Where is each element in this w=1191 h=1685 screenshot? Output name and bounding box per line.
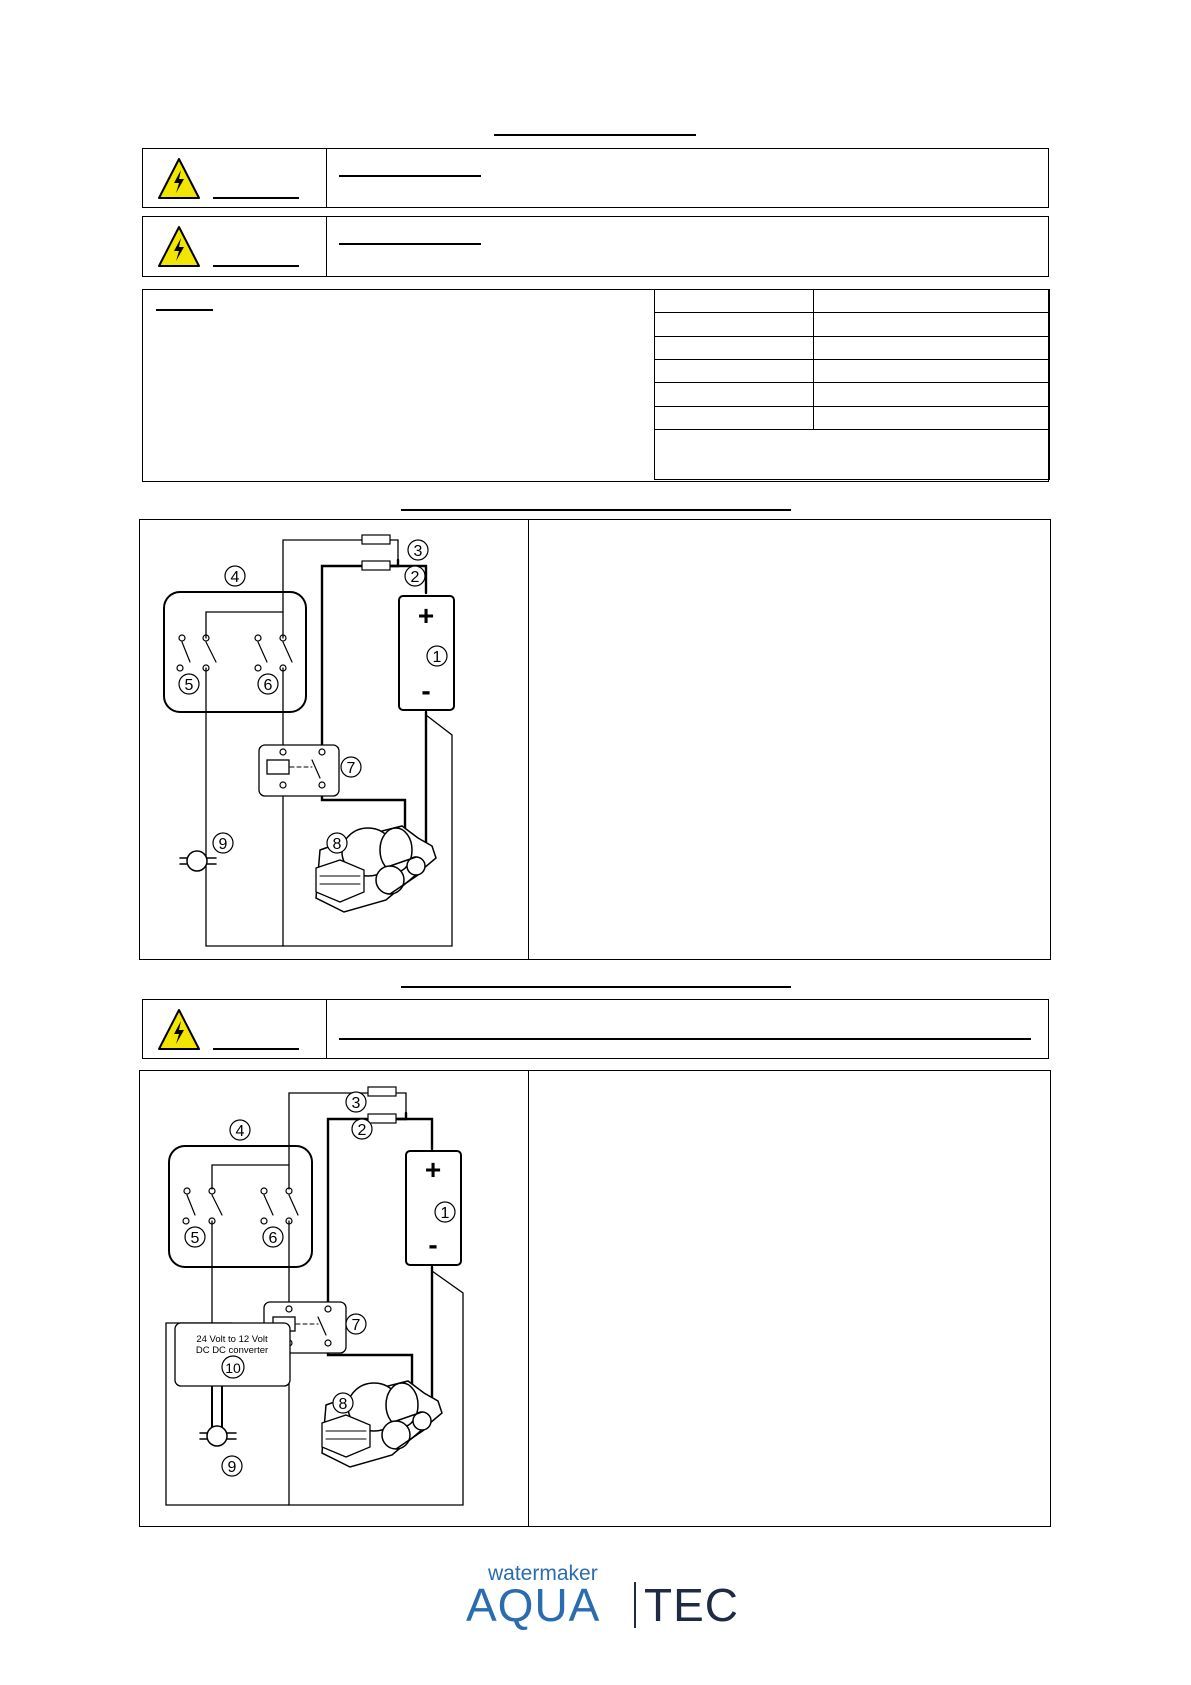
table-row <box>655 290 1050 313</box>
label-7: 7 <box>346 760 356 777</box>
label-10: 10 <box>225 1360 241 1376</box>
notes-and-specs-box <box>142 289 1049 482</box>
warning-divider <box>326 149 327 207</box>
label-1: 1 <box>432 649 442 666</box>
label-9: 9 <box>218 836 228 853</box>
table-row <box>655 406 1050 429</box>
table-row <box>655 383 1050 406</box>
warning-heading-underline <box>339 243 481 245</box>
label-2: 2 <box>357 1122 367 1139</box>
section-24v-heading-underline <box>401 986 791 988</box>
label-4: 4 <box>235 1123 245 1140</box>
page-title-underline <box>494 134 696 136</box>
diagram-divider <box>528 520 529 959</box>
table-row <box>655 313 1050 336</box>
label-9: 9 <box>227 1459 237 1476</box>
label-1: 1 <box>440 1205 450 1222</box>
label-2: 2 <box>410 569 420 586</box>
battery-minus: - <box>421 675 431 706</box>
diagram-divider <box>528 1071 529 1526</box>
converter-text-line1: 24 Volt to 12 Volt <box>196 1334 268 1345</box>
warning-divider <box>326 217 327 276</box>
converter-text-line2: DC DC converter <box>195 1345 269 1356</box>
warning-label-underline <box>213 1048 299 1050</box>
warning-heading-underline <box>339 175 481 177</box>
label-3: 3 <box>413 543 423 560</box>
label-5: 5 <box>184 677 194 694</box>
label-7: 7 <box>351 1317 361 1334</box>
wiring-diagram-12v-box <box>139 519 1051 960</box>
warning-box-2 <box>142 216 1049 277</box>
wiring-diagram-24v <box>140 1071 528 1526</box>
table-row <box>655 336 1050 359</box>
warning-label-underline <box>213 197 299 199</box>
aquatec-logo <box>466 1560 746 1630</box>
label-8: 8 <box>332 836 342 853</box>
wiring-diagram-12v <box>140 520 528 959</box>
section-12v-heading-underline <box>401 509 791 511</box>
logo-watermaker-text: watermaker <box>488 1562 598 1585</box>
label-5: 5 <box>190 1230 200 1247</box>
table-row <box>655 430 1050 480</box>
warning-label-underline <box>213 265 299 267</box>
high-voltage-warning-icon <box>157 225 201 269</box>
label-6: 6 <box>263 677 273 694</box>
warning-box-3 <box>142 999 1049 1059</box>
logo-divider <box>634 1582 636 1628</box>
high-voltage-warning-icon <box>157 157 201 201</box>
label-8: 8 <box>338 1396 348 1413</box>
spec-table <box>654 289 1050 480</box>
label-4: 4 <box>230 569 240 586</box>
wiring-diagram-24v-box <box>139 1070 1051 1527</box>
battery-minus: - <box>428 1229 438 1260</box>
warning-heading-underline <box>339 1038 1031 1040</box>
high-voltage-warning-icon <box>157 1008 201 1052</box>
warning-divider <box>326 1000 327 1058</box>
note-heading-underline <box>156 309 213 311</box>
logo-tec-text: TEC <box>644 1579 739 1631</box>
label-6: 6 <box>268 1230 278 1247</box>
table-row <box>655 360 1050 383</box>
label-3: 3 <box>351 1095 361 1112</box>
logo-aqua-text: AQUA <box>466 1579 601 1631</box>
battery-plus: + <box>424 1154 442 1185</box>
battery-plus: + <box>417 600 435 631</box>
warning-box-1 <box>142 148 1049 208</box>
